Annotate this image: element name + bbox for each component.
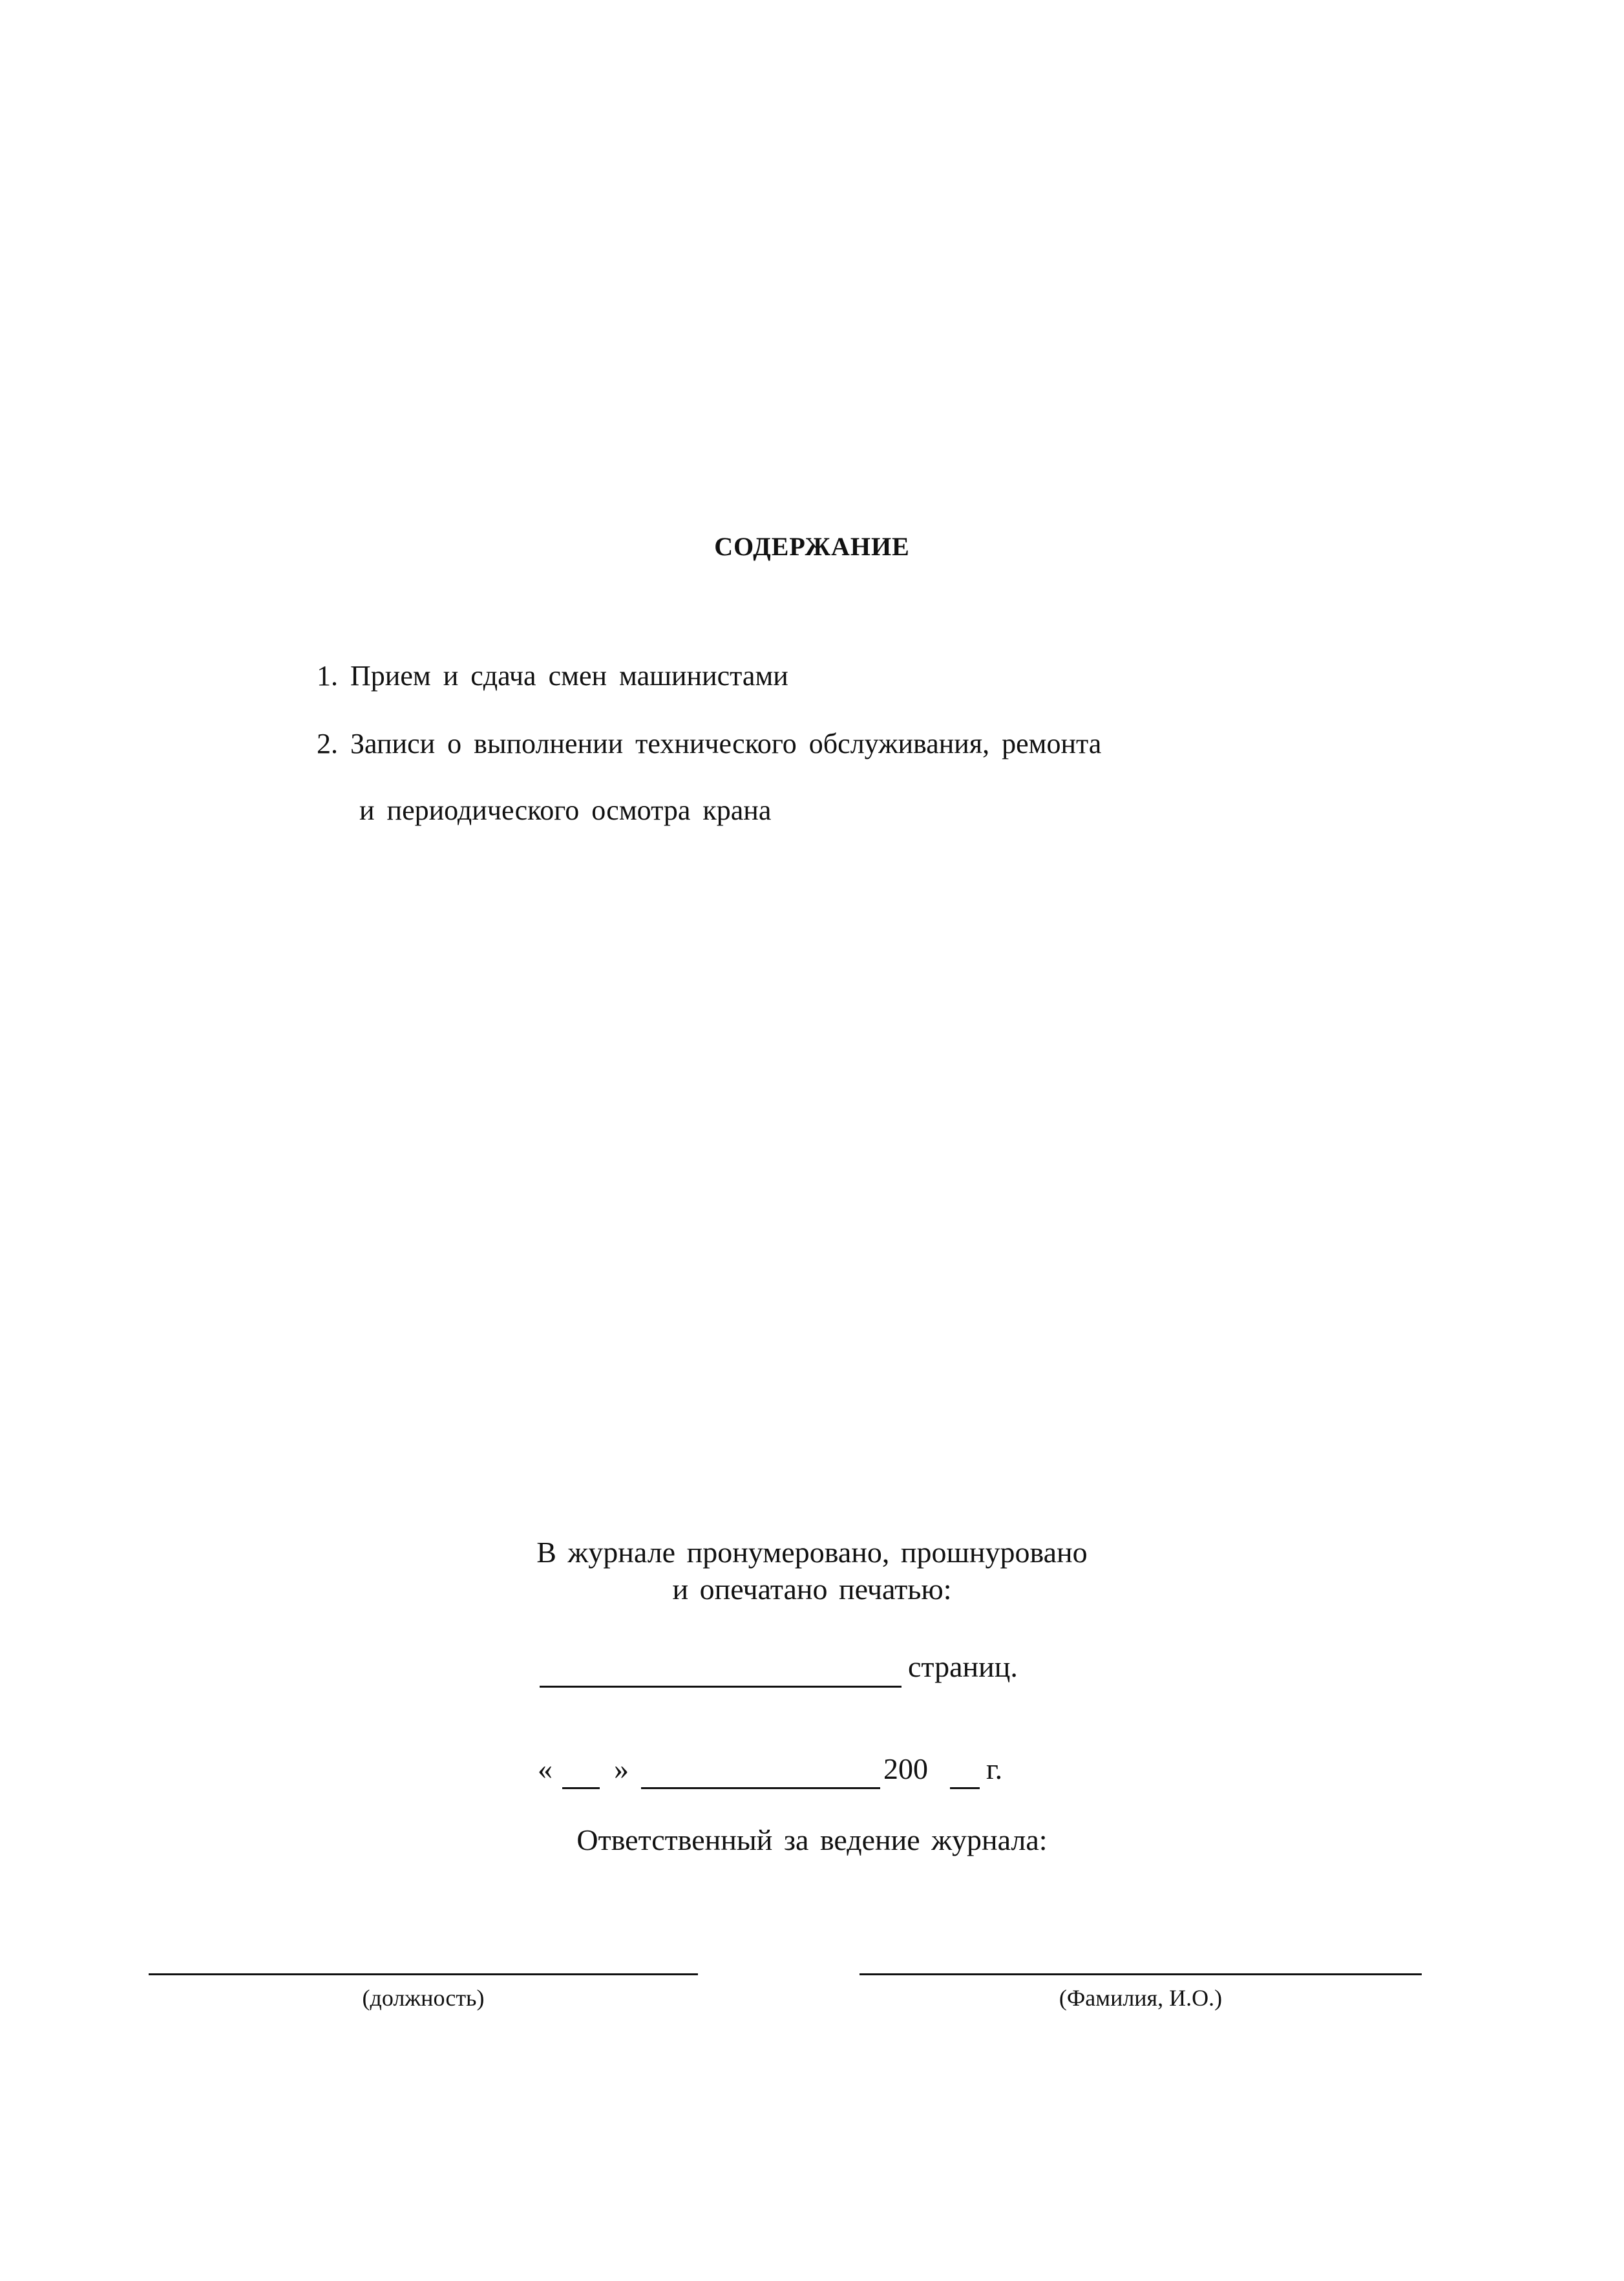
toc-item-2: 2. Записи о выполнении технического обслуживания, ремонта — [317, 728, 1102, 759]
pages-label: страниц. — [908, 1650, 1018, 1683]
date-day-blank — [562, 1787, 600, 1789]
position-signature-line — [149, 1973, 698, 1975]
name-caption: (Фамилия, И.О.) — [1059, 1985, 1223, 2011]
position-caption: (должность) — [362, 1985, 485, 2011]
certification-line-1: В журнале пронумеровано, прошнуровано — [536, 1536, 1088, 1569]
responsible-label: Ответственный за ведение журнала: — [576, 1823, 1048, 1856]
name-signature-line — [859, 1973, 1422, 1975]
date-year-blank — [950, 1787, 980, 1789]
date-year-suffix: г. — [986, 1752, 1003, 1785]
page-title: СОДЕРЖАНИЕ — [714, 532, 910, 561]
pages-count-blank — [540, 1686, 902, 1688]
certification-line-2: и опечатано печатью: — [672, 1573, 952, 1606]
toc-item-1: 1. Прием и сдача смен машинистами — [317, 660, 788, 692]
date-month-blank — [641, 1787, 880, 1789]
date-close-quote: » — [614, 1752, 629, 1785]
toc-item-2-continuation: и периодического осмотра крана — [359, 794, 772, 826]
date-year-prefix: 200 — [883, 1752, 928, 1785]
date-open-quote: « — [538, 1752, 553, 1785]
